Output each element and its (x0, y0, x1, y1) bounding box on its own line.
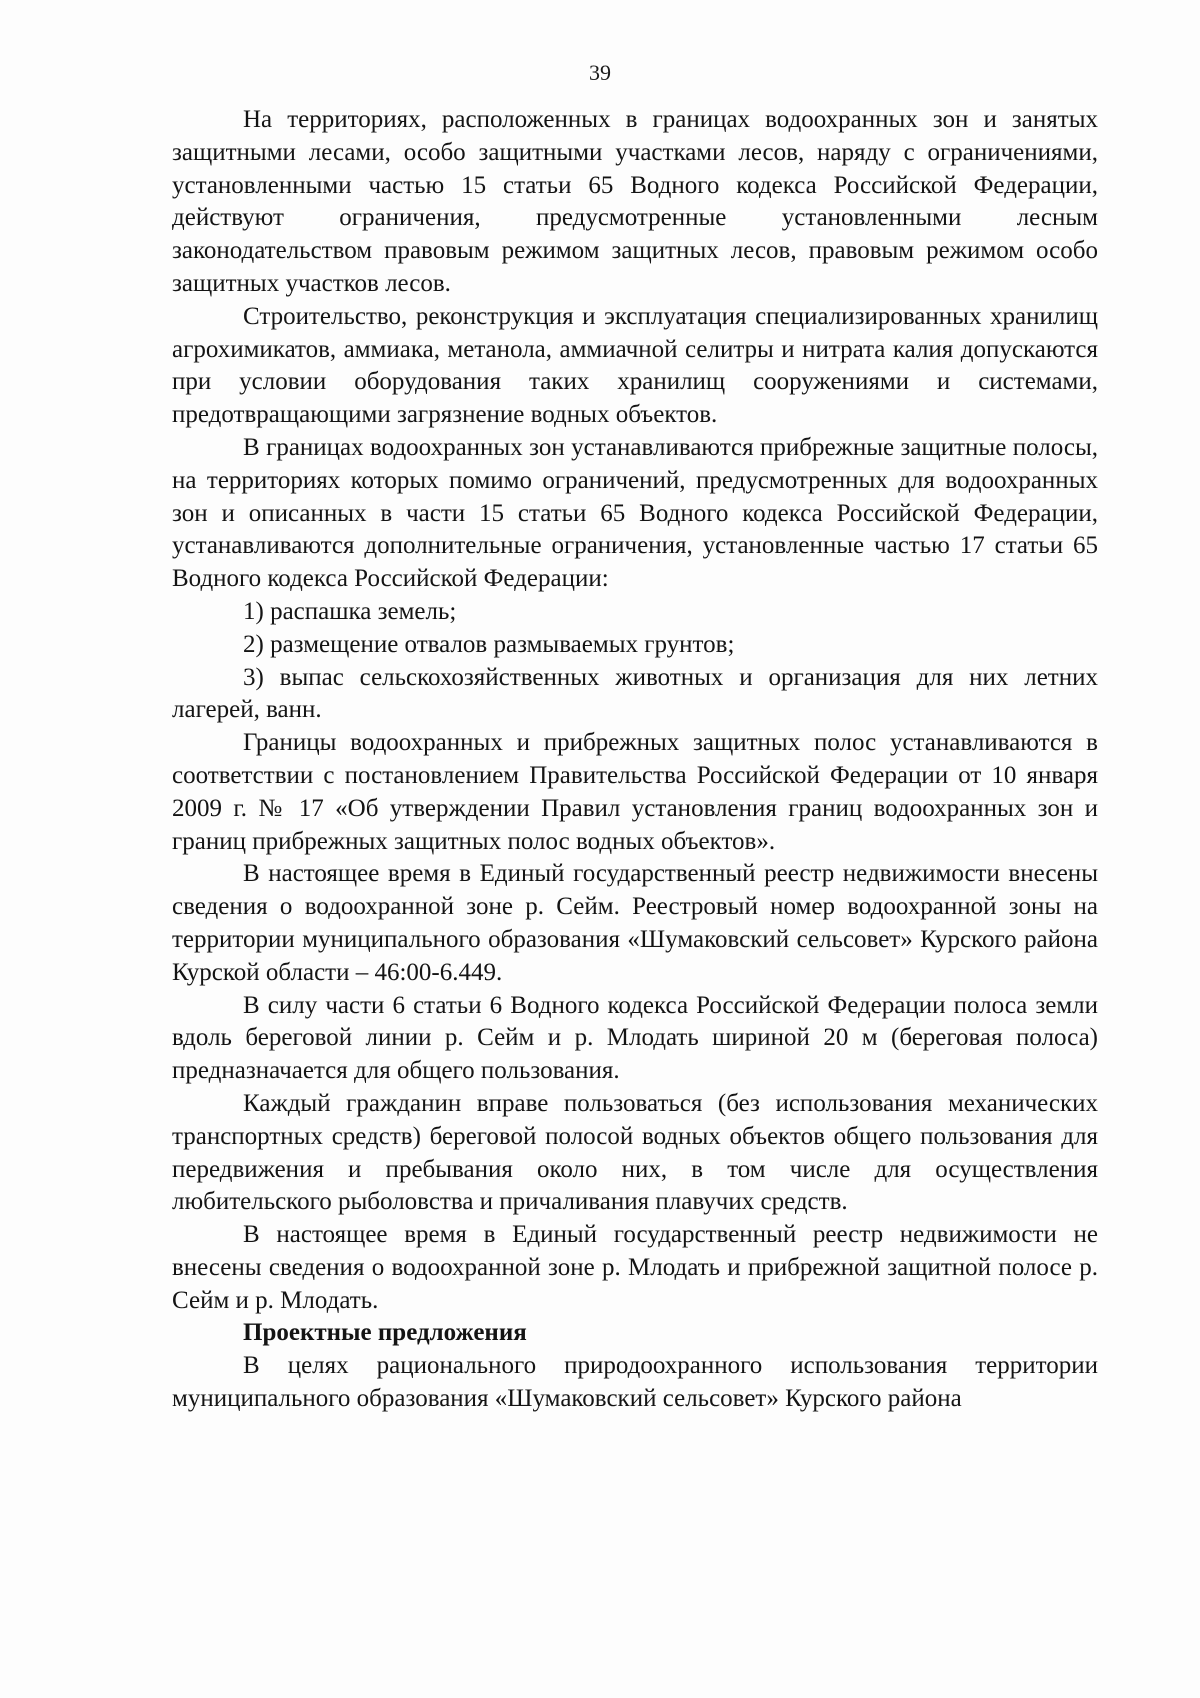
section-heading: Проектные предложения (243, 1319, 527, 1347)
document-body (172, 104, 1098, 1416)
paragraph-citizen-rights: Каждый гражданин вправе пользоваться (без использования механических транспортных средств) береговой полосой водных объектов общего пользования для передвижения и пребывания около них, в том числе для осуществления любительского рыболовства и причаливания плавучих средств. (172, 1089, 1098, 1216)
paragraph-shore-strip: В силу части 6 статьи 6 Водного кодекса Российской Федерации полоса земли вдоль береговой линии р. Сейм и р. Млодать шириной 20 м (береговая полоса) предназначается для общего пользования. (172, 991, 1098, 1085)
paragraph-boundaries-resolution: Границы водоохранных и прибрежных защитных полос устанавливаются в соответствии с постановлением Правительства Российской Федерации от 10 января 2009 г. № 17 «Об утверждении Правил установления границ водоохранных зон и границ прибрежных защитных полос водных объектов». (172, 729, 1098, 855)
paragraph-protective-forests: На территориях, расположенных в границах водоохранных зон и занятых защитными лесами, особо защитными участками лесов, наряду с ограничениями, установленными частью 15 статьи 65 Водного кодекса Российской Федерации, действуют ограничения, предусмотренные установленными лесным законодательством правовым режимом защитных лесов, правовым режимом особо защитных участков лесов. (172, 106, 1098, 297)
list-item-soil-dumps: 2) размещение отвалов размываемых грунтов; (243, 630, 735, 658)
paragraph-registry-mlodat: В настоящее время в Единый государственный реестр недвижимости не внесены сведения о водоохранной зоне р. Млодать и прибрежной защитной полосе р. Сейм и р. Млодать. (172, 1221, 1098, 1314)
list-item-plowing: 1) распашка земель; (243, 597, 457, 625)
paragraph-coastal-protective-strips: В границах водоохранных зон устанавливаются прибрежные защитные полосы, на территориях которых помимо ограничений, предусмотренных для водоохранных зон и описанных в части 15 статьи 65 Водного кодекса Российской Федерации, устанавливаются дополнительные ограничения, установленные частью 17 статьи 65 Водного кодекса Российской Федерации: (172, 433, 1098, 593)
paragraph-registry-seym: В настоящее время в Единый государственный реестр недвижимости внесены сведения о водоохранной зоне р. Сейм. Реестровый номер водоохранной зоны на территории муниципального образования «Шумаковский сельсовет» Курского района Курской области – 46:00-6.449. (172, 860, 1098, 986)
list-item-grazing: 3) выпас сельскохозяйственных животных и организация для них летних лагерей, ванн. (172, 663, 1098, 724)
page-number: 39 (589, 60, 611, 85)
paragraph-project-proposals: В целях рационального природоохранного использования территории муниципального образования «Шумаковский сельсовет» Курского района (172, 1352, 1098, 1413)
paragraph-agrochemical-storage: Строительство, реконструкция и эксплуатация специализированных хранилищ агрохимикатов, аммиака, метанола, аммиачной селитры и нитрата калия допускаются при условии оборудования таких хранилищ сооружениями и системами, предотвращающими загрязнение водных объектов. (172, 302, 1098, 429)
